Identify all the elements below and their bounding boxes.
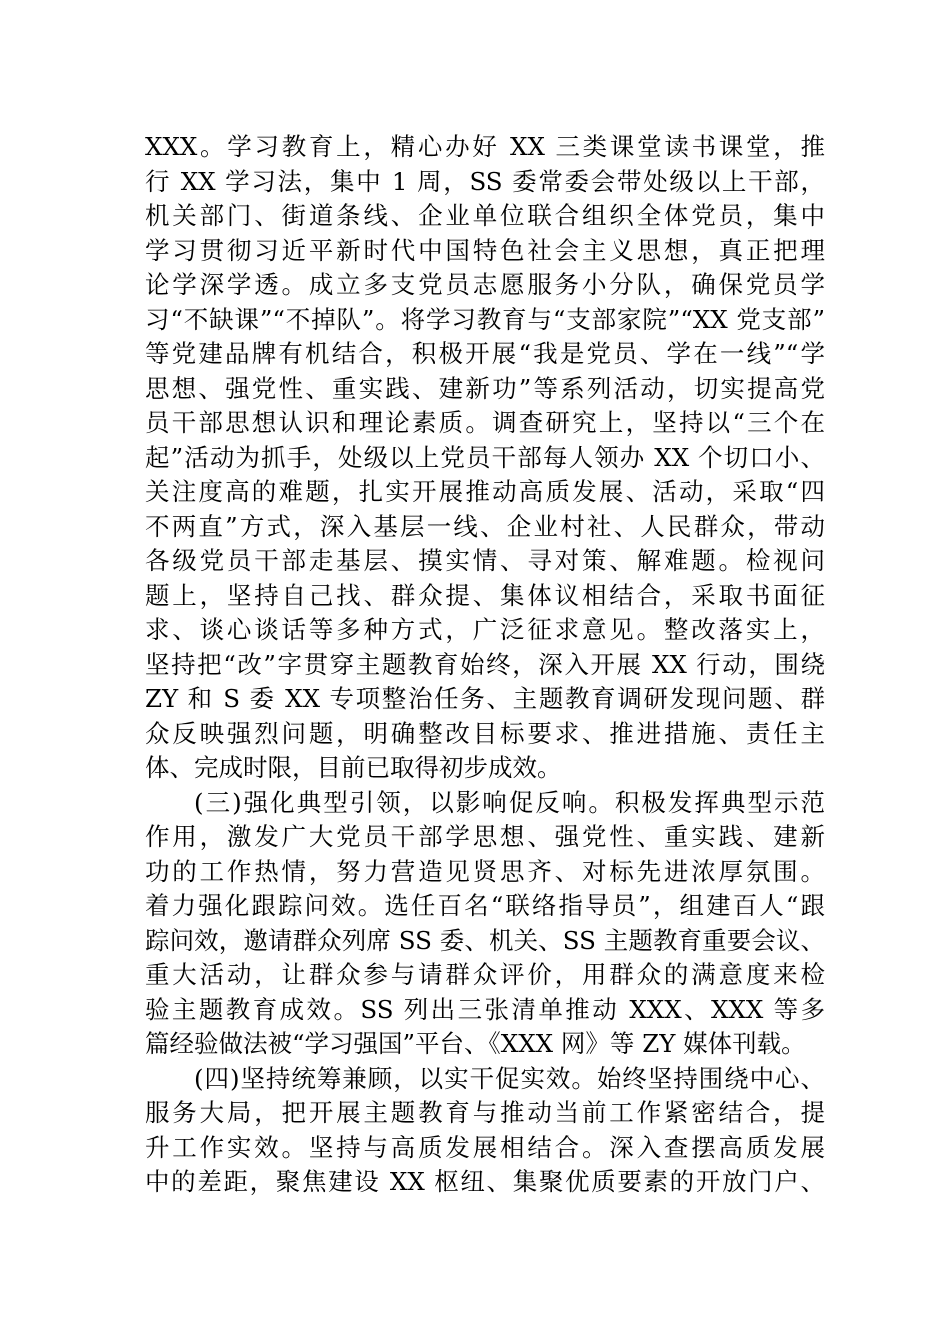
text-line: 功的工作热情，努力营造见贤思齐、对标先进浓厚氛围。 [145, 856, 825, 886]
text-line: 中的差距，聚焦建设 XX 枢纽、集聚优质要素的开放门户、 [145, 1167, 825, 1196]
text-line: 求、谈心谈话等多种方式，广泛征求意见。整改落实上， [145, 615, 825, 644]
text-line: 篇经验做法被“学习强国”平台、《XXX 网》等 ZY 媒体刊载。 [145, 1029, 806, 1058]
text-line: (三)强化典型引领，以影响促反响。积极发挥典型示范 [194, 787, 825, 817]
text-line: 升工作实效。坚持与高质发展相结合。深入查摆高质发展 [145, 1132, 825, 1162]
text-line: 众反映强烈问题，明确整改目标要求、推进措施、责任主 [145, 718, 825, 748]
text-line: 各级党员干部走基层、摸实情、寻对策、解难题。检视问 [145, 546, 825, 575]
text-line: 习“不缺课”“不掉队”。将学习教育与“支部家院”“XX 党支部” [145, 304, 825, 334]
text-line: 思想、强党性、重实践、建新功”等系列活动，切实提高党 [145, 373, 825, 403]
text-line: 着力强化跟踪问效。选任百名“联络指导员”，组建百人“跟 [145, 891, 825, 920]
text-line: 行 XX 学习法，集中 1 周，SS 委常委会带处级以上干部， [145, 166, 825, 196]
text-line: 关注度高的难题，扎实开展推动高质发展、活动，采取“四 [145, 477, 825, 506]
text-line: XXX。学习教育上，精心办好 XX 三类课堂读书课堂，推 [145, 132, 825, 161]
text-line: ZY 和 S 委 XX 专项整治任务、主题教育调研发现问题、群 [145, 684, 825, 713]
text-line: 题上，坚持自己找、群众提、集体议相结合，采取书面征 [145, 580, 825, 610]
text-line: 体、完成时限，目前已取得初步成效。 [145, 753, 562, 782]
text-line: 论学深学透。成立多支党员志愿服务小分队，确保党员学 [145, 270, 825, 299]
text-line: 起”活动为抓手，处级以上党员干部每人领办 XX 个切口小、 [145, 442, 825, 472]
text-line: 作用，激发广大党员干部学思想、强党性、重实践、建新 [145, 822, 825, 851]
text-line: 等党建品牌有机结合，积极开展“我是党员、学在一线”“学 [145, 339, 825, 368]
text-line: 重大活动，让群众参与请群众评价，用群众的满意度来检 [145, 960, 825, 989]
text-line: 学习贯彻习近平新时代中国特色社会主义思想，真正把理 [145, 235, 825, 265]
text-line: 机关部门、街道条线、企业单位联合组织全体党员，集中 [145, 201, 825, 230]
text-line: 服务大局，把开展主题教育与推动当前工作紧密结合，提 [145, 1098, 825, 1127]
text-line: 坚持把“改”字贯穿主题教育始终，深入开展 XX 行动，围绕 [145, 649, 825, 679]
text-line: 不两直”方式，深入基层一线、企业村社、人民群众，带动 [145, 511, 825, 541]
text-line: 员干部思想认识和理论素质。调查研究上，坚持以“三个在 [145, 408, 825, 437]
text-line: 踪问效，邀请群众列席 SS 委、机关、SS 主题教育重要会议、 [145, 925, 825, 955]
text-line: (四)坚持统筹兼顾，以实干促实效。始终坚持围绕中心、 [194, 1063, 825, 1093]
body-text [145, 130, 825, 1200]
text-line: 验主题教育成效。SS 列出三张清单推动 XXX、XXX 等多 [145, 994, 825, 1024]
